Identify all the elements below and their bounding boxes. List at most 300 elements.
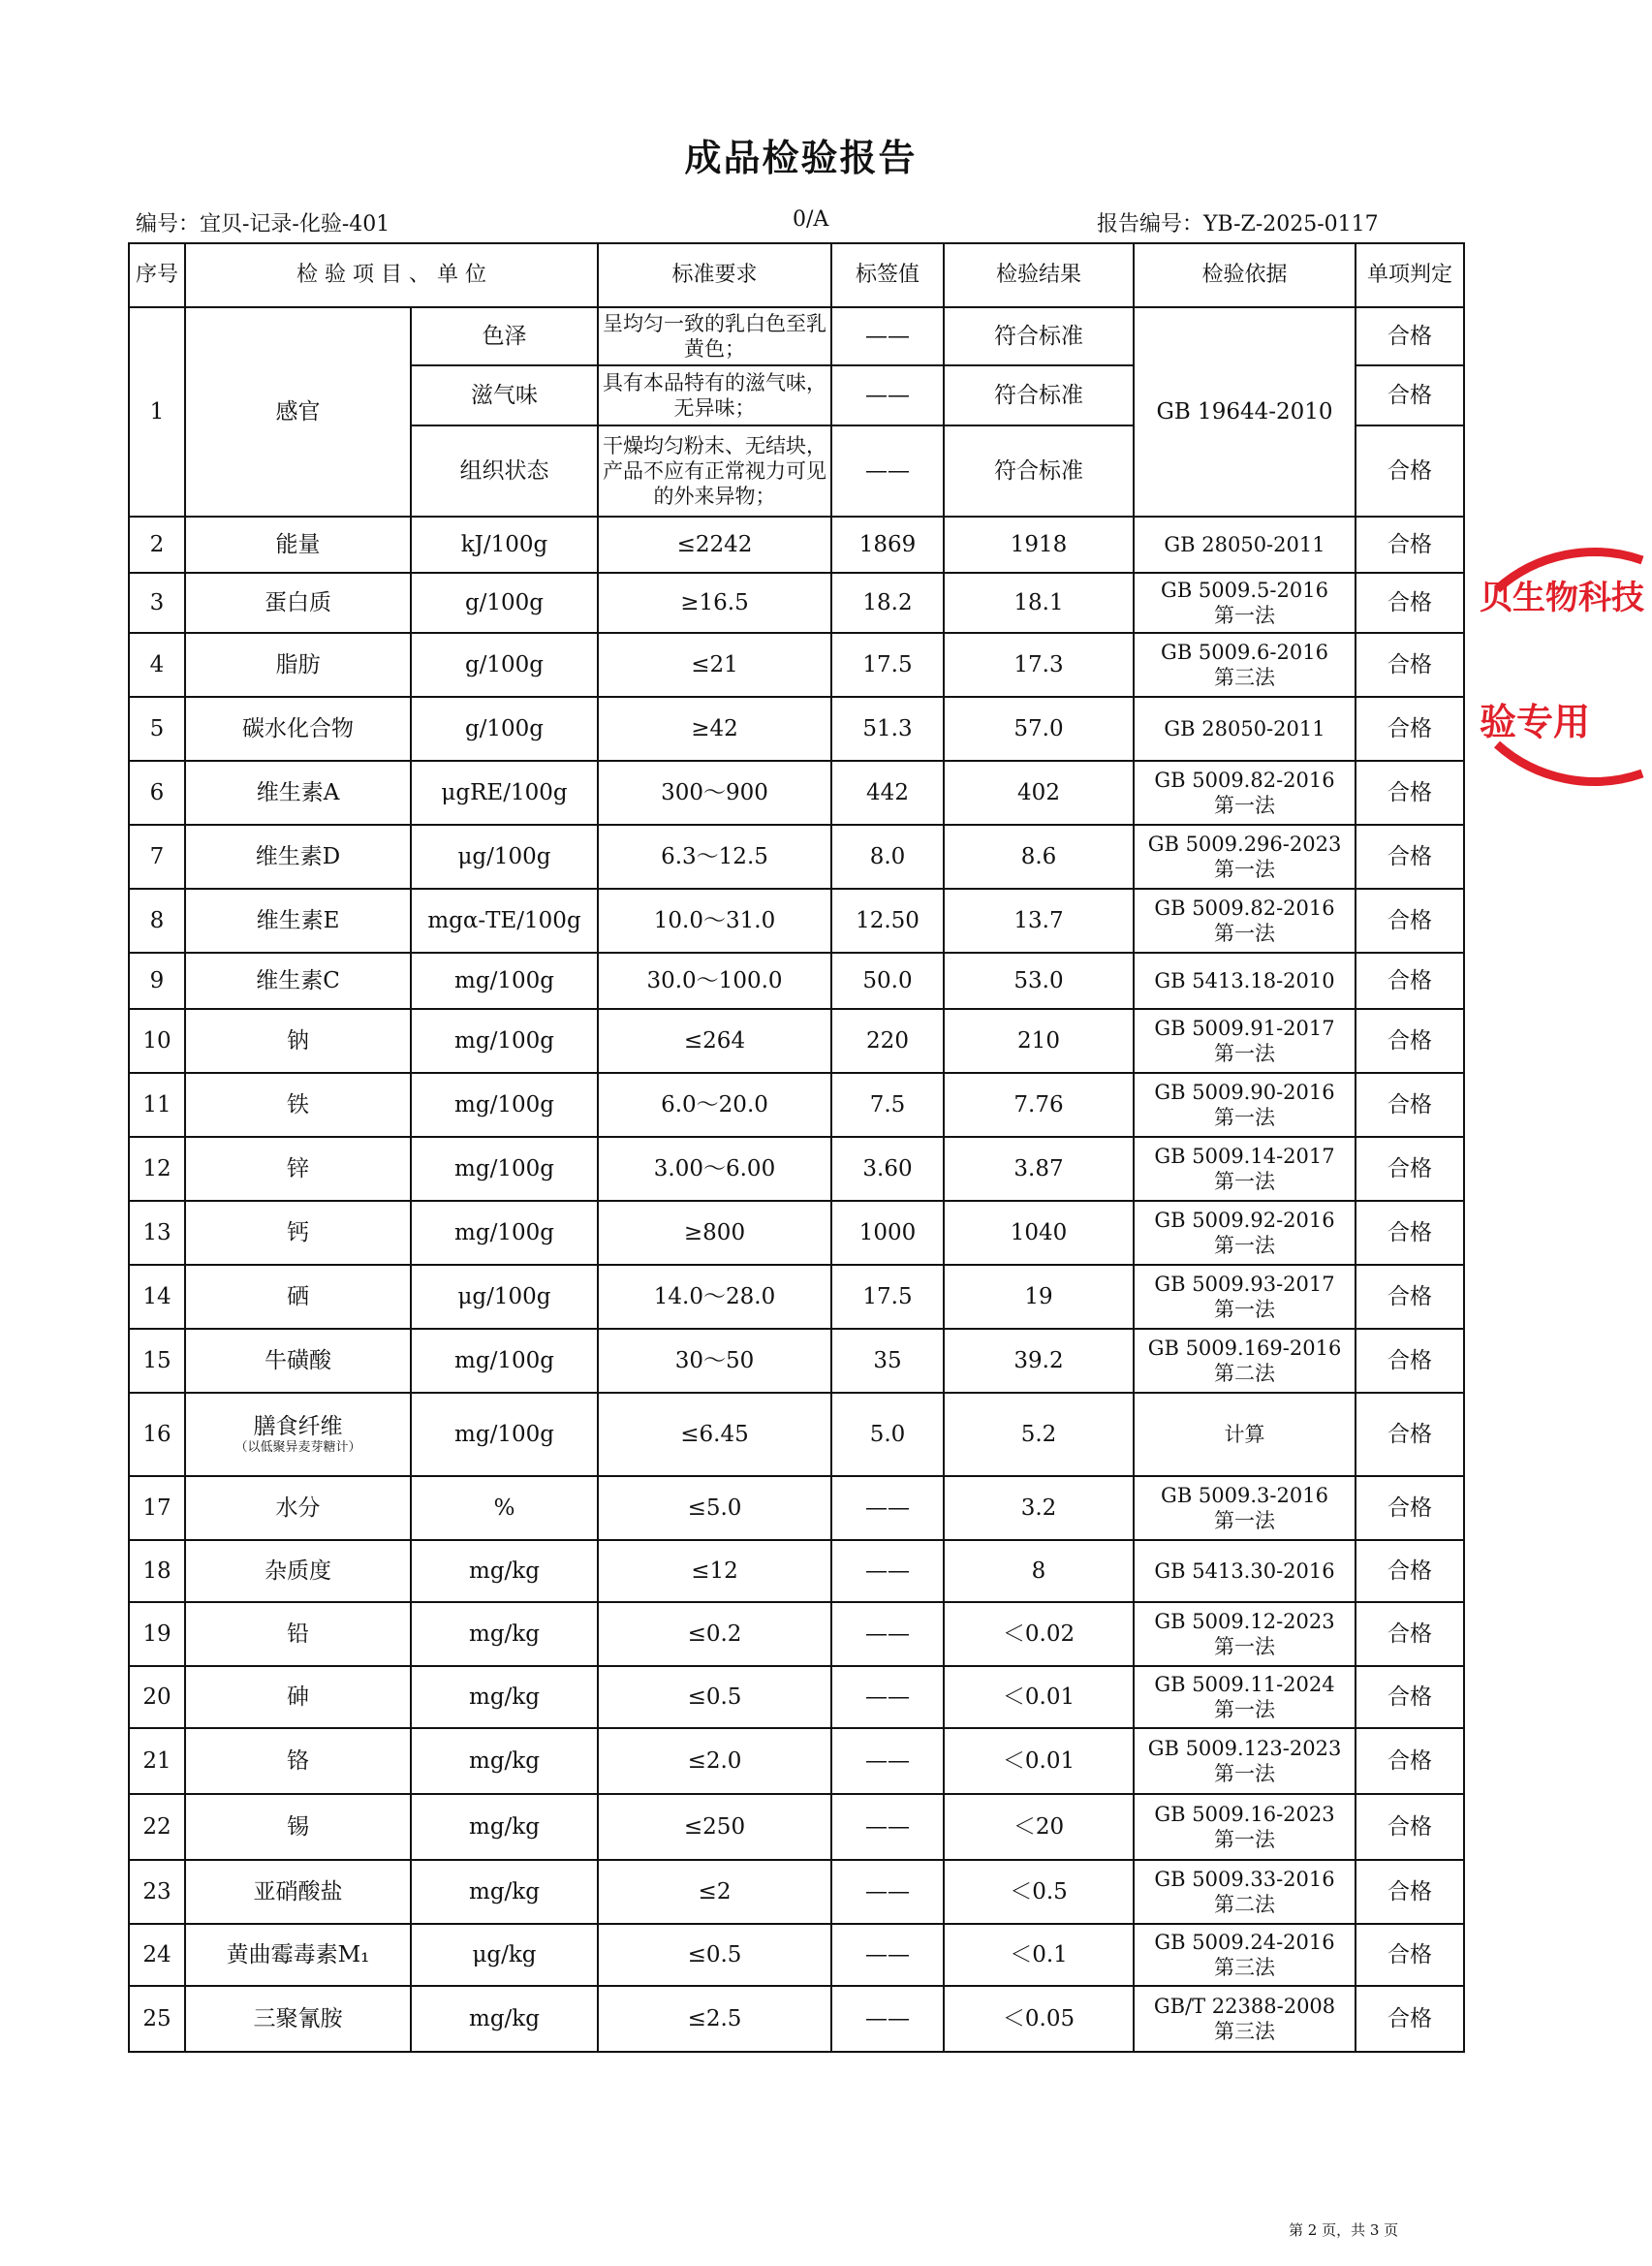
basis-standard: GB 5009.6-2016 [1161, 640, 1328, 664]
label-value: —— [831, 1728, 944, 1794]
item-label: 碳水化合物 [242, 715, 354, 741]
result: 1040 [944, 1201, 1134, 1265]
judgement: 合格 [1356, 697, 1464, 761]
table-row [129, 1393, 1464, 1476]
unit: g/100g [411, 633, 598, 697]
unit: mg/100g [411, 1393, 598, 1476]
requirement: 30～50 [598, 1329, 831, 1393]
test-basis [1134, 1986, 1356, 2052]
test-basis [1134, 953, 1356, 1009]
report-title: 成品检验报告 [684, 137, 918, 179]
basis-method: 第一法 [1214, 1635, 1275, 1658]
basis-standard: GB 5009.91-2017 [1154, 1016, 1335, 1040]
item-label: 铅 [287, 1621, 309, 1647]
test-basis [1134, 517, 1356, 573]
requirement: ≤0.2 [598, 1602, 831, 1666]
item-label: 砷 [287, 1684, 309, 1710]
row-number: 9 [129, 953, 185, 1009]
item-label: 维生素D [255, 843, 341, 869]
judgement: 合格 [1356, 1201, 1464, 1265]
result: ＜0.01 [944, 1728, 1134, 1794]
col-judgement: 单项判定 [1356, 243, 1464, 307]
unit: % [411, 1476, 598, 1540]
item-label: 维生素A [256, 779, 340, 805]
item-label: 维生素C [256, 967, 340, 993]
table-row [129, 1009, 1464, 1073]
item-label: 黄曲霉毒素M₁ [226, 1941, 370, 1967]
requirement: ≥800 [598, 1201, 831, 1265]
judgement: 合格 [1356, 1329, 1464, 1393]
unit: mg/100g [411, 1137, 598, 1201]
judgement: 合格 [1356, 825, 1464, 889]
table-row [129, 1329, 1464, 1393]
sub-item: 组织状态 [411, 425, 598, 517]
item-label: 蛋白质 [265, 589, 331, 615]
result: 符合标准 [944, 365, 1134, 425]
unit: mgα-TE/100g [411, 889, 598, 953]
test-basis [1134, 1329, 1356, 1393]
item-name [185, 1476, 411, 1540]
table-row [129, 517, 1464, 573]
unit: μg/100g [411, 825, 598, 889]
row-number: 19 [129, 1602, 185, 1666]
item-name [185, 633, 411, 697]
result: 7.76 [944, 1073, 1134, 1137]
table-row [129, 1986, 1464, 2052]
test-basis [1134, 1924, 1356, 1986]
row-number: 25 [129, 1986, 185, 2052]
basis-standard: GB 5009.33-2016 [1154, 1867, 1335, 1891]
item-label: 钙 [287, 1219, 309, 1245]
label-value: —— [831, 1794, 944, 1860]
test-basis [1134, 1602, 1356, 1666]
result: 57.0 [944, 697, 1134, 761]
test-basis [1134, 1201, 1356, 1265]
row-number: 4 [129, 633, 185, 697]
judgement: 合格 [1356, 1666, 1464, 1728]
basis-standard: GB 5009.92-2016 [1154, 1208, 1335, 1232]
item-label: 水分 [275, 1495, 321, 1521]
row-number: 11 [129, 1073, 185, 1137]
unit: μgRE/100g [411, 761, 598, 825]
result: ＜20 [944, 1794, 1134, 1860]
col-result: 检验结果 [944, 243, 1134, 307]
item-label: 三聚氰胺 [253, 2005, 343, 2031]
judgement: 合格 [1356, 953, 1464, 1009]
result: 8.6 [944, 825, 1134, 889]
label-value: 17.5 [831, 1265, 944, 1329]
requirement: 14.0～28.0 [598, 1265, 831, 1329]
judgement: 合格 [1356, 1393, 1464, 1476]
test-basis [1134, 761, 1356, 825]
judgement: 合格 [1356, 633, 1464, 697]
requirement: ≤5.0 [598, 1476, 831, 1540]
unit: mg/100g [411, 1201, 598, 1265]
requirement: 3.00～6.00 [598, 1137, 831, 1201]
basis-standard: GB 5009.82-2016 [1154, 896, 1335, 920]
label-value: 1869 [831, 517, 944, 573]
label-value: 50.0 [831, 953, 944, 1009]
judgement: 合格 [1356, 1986, 1464, 2052]
item-label: 钠 [287, 1027, 309, 1054]
basis-method: 第二法 [1214, 1362, 1275, 1385]
table-row [129, 1602, 1464, 1666]
basis-method: 第一法 [1214, 794, 1275, 817]
label-value: —— [831, 1924, 944, 1986]
result: 39.2 [944, 1329, 1134, 1393]
label-value: 8.0 [831, 825, 944, 889]
col-basis: 检验依据 [1134, 243, 1356, 307]
result: 402 [944, 761, 1134, 825]
report-number: 报告编号：YB-Z-2025-0117 [1097, 212, 1379, 236]
requirement: ≤2242 [598, 517, 831, 573]
test-basis [1134, 1265, 1356, 1329]
result: ＜0.1 [944, 1924, 1134, 1986]
basis-standard: GB 5009.14-2017 [1154, 1144, 1335, 1168]
basis-standard: GB 5009.82-2016 [1154, 768, 1335, 792]
basis-method: 第一法 [1214, 1509, 1275, 1532]
sub-item: 滋气味 [411, 365, 598, 425]
test-basis [1134, 1393, 1356, 1476]
item-label: 脂肪 [275, 651, 321, 677]
item-label: 锌 [287, 1155, 309, 1181]
unit: g/100g [411, 697, 598, 761]
row-number: 24 [129, 1924, 185, 1986]
table-row [129, 825, 1464, 889]
item-label: 能量 [275, 531, 321, 557]
item-name [185, 1137, 411, 1201]
col-item: 检 验 项 目 、 单 位 [185, 243, 598, 307]
requirement: ≤2.5 [598, 1986, 831, 2052]
label-value: 7.5 [831, 1073, 944, 1137]
result: 18.1 [944, 573, 1134, 633]
judgement: 合格 [1356, 1137, 1464, 1201]
col-requirement: 标准要求 [598, 243, 831, 307]
table-row [129, 1728, 1464, 1794]
result: 符合标准 [944, 425, 1134, 517]
item-label: 铁 [287, 1091, 309, 1117]
table-row [129, 1924, 1464, 1986]
judgement: 合格 [1356, 307, 1464, 365]
requirement: 干燥均匀粉末、无结块，产品不应有正常视力可见的外来异物； [598, 425, 831, 517]
result: 210 [944, 1009, 1134, 1073]
item-name [185, 1073, 411, 1137]
basis-method: 第一法 [1214, 1106, 1275, 1129]
row-number: 5 [129, 697, 185, 761]
basis-standard: GB 5009.169-2016 [1147, 1336, 1342, 1360]
row-number: 10 [129, 1009, 185, 1073]
unit: mg/kg [411, 1728, 598, 1794]
judgement: 合格 [1356, 1265, 1464, 1329]
basis-standard: GB 5009.16-2023 [1154, 1802, 1335, 1826]
requirement: ≤6.45 [598, 1393, 831, 1476]
test-basis [1134, 825, 1356, 889]
unit: μg/kg [411, 1924, 598, 1986]
basis-method: 第一法 [1214, 1762, 1275, 1785]
row-number: 14 [129, 1265, 185, 1329]
table-row [129, 889, 1464, 953]
result: 8 [944, 1540, 1134, 1602]
basis-standard: GB 28050-2011 [1164, 532, 1325, 556]
result: 53.0 [944, 953, 1134, 1009]
unit: mg/100g [411, 1009, 598, 1073]
item-name [185, 1794, 411, 1860]
basis-standard: GB 28050-2011 [1164, 716, 1325, 740]
item-name [185, 1201, 411, 1265]
label-value: 17.5 [831, 633, 944, 697]
unit: mg/kg [411, 1602, 598, 1666]
requirement: ≤250 [598, 1794, 831, 1860]
result: ＜0.02 [944, 1602, 1134, 1666]
test-basis [1134, 1476, 1356, 1540]
item-name [185, 573, 411, 633]
item-name [185, 889, 411, 953]
row-number: 23 [129, 1860, 185, 1924]
basis-standard: GB 5009.24-2016 [1154, 1930, 1335, 1954]
row-number: 21 [129, 1728, 185, 1794]
basis-standard: GB 5009.11-2024 [1154, 1672, 1335, 1696]
test-basis [1134, 889, 1356, 953]
test-basis [1134, 1728, 1356, 1794]
item-name [185, 1860, 411, 1924]
requirement: 6.0～20.0 [598, 1073, 831, 1137]
row-number: 8 [129, 889, 185, 953]
item-label: 硒 [287, 1283, 309, 1309]
basis-method: 第三法 [1214, 666, 1275, 689]
item-name [185, 1666, 411, 1728]
row-number: 7 [129, 825, 185, 889]
requirement: 具有本品特有的滋气味，无异味； [598, 365, 831, 425]
result: 3.2 [944, 1476, 1134, 1540]
table-row [129, 573, 1464, 633]
requirement: ≤2 [598, 1860, 831, 1924]
result: ＜0.01 [944, 1666, 1134, 1728]
table-row [129, 1137, 1464, 1201]
table-row [129, 307, 1464, 365]
requirement: ≤0.5 [598, 1666, 831, 1728]
result: 13.7 [944, 889, 1134, 953]
basis-standard: GB 5009.3-2016 [1161, 1483, 1328, 1507]
basis-standard: GB/T 22388-2008 [1153, 1994, 1336, 2018]
requirement: ≤264 [598, 1009, 831, 1073]
item-name [185, 953, 411, 1009]
row-number: 3 [129, 573, 185, 633]
result: 19 [944, 1265, 1134, 1329]
item-label: 杂质度 [265, 1558, 331, 1584]
row-number: 18 [129, 1540, 185, 1602]
doc-code: 编号：宜贝-记录-化验-401 [136, 212, 390, 236]
label-value: —— [831, 1540, 944, 1602]
inspection-table [128, 242, 1465, 2053]
table-row [129, 1073, 1464, 1137]
item-label: 维生素E [256, 907, 340, 933]
basis-standard: GB 5009.296-2023 [1147, 832, 1342, 856]
basis-method: 第一法 [1214, 1298, 1275, 1321]
row-number: 20 [129, 1666, 185, 1728]
basis-method: 第一法 [1214, 1042, 1275, 1065]
sub-item: 色泽 [411, 307, 598, 365]
judgement: 合格 [1356, 1540, 1464, 1602]
judgement: 合格 [1356, 1009, 1464, 1073]
requirement: 10.0～31.0 [598, 889, 831, 953]
label-value: 12.50 [831, 889, 944, 953]
test-basis [1134, 1009, 1356, 1073]
requirement: 300～900 [598, 761, 831, 825]
result: 3.87 [944, 1137, 1134, 1201]
judgement: 合格 [1356, 1860, 1464, 1924]
requirement: ≤21 [598, 633, 831, 697]
label-value: 3.60 [831, 1137, 944, 1201]
label-value: 1000 [831, 1201, 944, 1265]
basis-standard: GB 5009.93-2017 [1154, 1272, 1335, 1296]
requirement: ≥42 [598, 697, 831, 761]
label-value: —— [831, 425, 944, 517]
label-value: 442 [831, 761, 944, 825]
item-name [185, 1265, 411, 1329]
judgement: 合格 [1356, 425, 1464, 517]
test-basis [1134, 573, 1356, 633]
result: 5.2 [944, 1393, 1134, 1476]
judgement: 合格 [1356, 1073, 1464, 1137]
seal-text-top: 贝生物科技 [1480, 579, 1644, 617]
item-name: 感官 [185, 307, 411, 517]
unit: mg/kg [411, 1666, 598, 1728]
col-label-value: 标签值 [831, 243, 944, 307]
row-number: 12 [129, 1137, 185, 1201]
judgement: 合格 [1356, 573, 1464, 633]
basis-method: 第一法 [1214, 604, 1275, 627]
unit: mg/100g [411, 1329, 598, 1393]
item-note: （以低聚异麦芽糖计） [234, 1440, 361, 1456]
item-name [185, 825, 411, 889]
basis-method: 第一法 [1214, 1698, 1275, 1721]
table-row [129, 1540, 1464, 1602]
table-row [129, 1860, 1464, 1924]
test-basis [1134, 697, 1356, 761]
unit: mg/kg [411, 1540, 598, 1602]
table-row [129, 1476, 1464, 1540]
basis-standard: GB 5413.30-2016 [1154, 1558, 1335, 1583]
basis-standard: 计算 [1224, 1422, 1265, 1446]
label-value: 51.3 [831, 697, 944, 761]
result: ＜0.05 [944, 1986, 1134, 2052]
test-basis [1134, 1860, 1356, 1924]
table-row [129, 953, 1464, 1009]
version: 0/A [793, 207, 829, 232]
judgement: 合格 [1356, 1924, 1464, 1986]
basis-method: 第一法 [1214, 922, 1275, 945]
basis-method: 第一法 [1214, 1234, 1275, 1257]
table-row [129, 1265, 1464, 1329]
item-name [185, 1986, 411, 2052]
label-value: —— [831, 307, 944, 365]
judgement: 合格 [1356, 1476, 1464, 1540]
unit: μg/100g [411, 1265, 598, 1329]
row-number: 22 [129, 1794, 185, 1860]
result: 1918 [944, 517, 1134, 573]
unit: mg/100g [411, 1073, 598, 1137]
unit: mg/kg [411, 1794, 598, 1860]
table-row [129, 1794, 1464, 1860]
judgement: 合格 [1356, 1728, 1464, 1794]
requirement: ≤0.5 [598, 1924, 831, 1986]
item-name [185, 1540, 411, 1602]
test-basis [1134, 1794, 1356, 1860]
basis-standard: GB 5413.18-2010 [1154, 968, 1335, 992]
row-number: 16 [129, 1393, 185, 1476]
row-number: 15 [129, 1329, 185, 1393]
test-basis [1134, 1540, 1356, 1602]
item-label: 膳食纤维 [253, 1413, 343, 1439]
item-name [185, 517, 411, 573]
unit: kJ/100g [411, 517, 598, 573]
red-seal-stamp [1478, 551, 1652, 783]
item-label: 铬 [287, 1747, 309, 1774]
page-number: 第 2 页，共 3 页 [1289, 2221, 1399, 2239]
table-row [129, 1666, 1464, 1728]
row-number: 1 [129, 307, 185, 517]
unit: mg/kg [411, 1986, 598, 2052]
basis-method: 第三法 [1214, 2020, 1275, 2043]
basis-method: 第二法 [1214, 1893, 1275, 1916]
result: ＜0.5 [944, 1860, 1134, 1924]
unit: mg/kg [411, 1860, 598, 1924]
label-value: 220 [831, 1009, 944, 1073]
requirement: ≤2.0 [598, 1728, 831, 1794]
requirement: 6.3～12.5 [598, 825, 831, 889]
test-basis [1134, 633, 1356, 697]
row-number: 17 [129, 1476, 185, 1540]
judgement: 合格 [1356, 761, 1464, 825]
item-name [185, 1393, 411, 1476]
table-row [129, 633, 1464, 697]
test-basis: GB 19644-2010 [1134, 307, 1356, 517]
basis-method: 第一法 [1214, 1828, 1275, 1851]
unit: g/100g [411, 573, 598, 633]
row-number: 2 [129, 517, 185, 573]
test-basis [1134, 1666, 1356, 1728]
label-value: —— [831, 365, 944, 425]
test-basis [1134, 1137, 1356, 1201]
item-label: 锡 [287, 1813, 309, 1840]
table-row [129, 697, 1464, 761]
basis-standard: GB 5009.123-2023 [1147, 1736, 1342, 1760]
unit: mg/100g [411, 953, 598, 1009]
row-number: 6 [129, 761, 185, 825]
table-row [129, 1201, 1464, 1265]
requirement: 呈均匀一致的乳白色至乳黄色； [598, 307, 831, 365]
basis-method: 第一法 [1214, 858, 1275, 881]
judgement: 合格 [1356, 889, 1464, 953]
header-row [129, 243, 1464, 307]
seal-text-bottom: 验专用 [1480, 701, 1591, 743]
item-name [185, 1728, 411, 1794]
basis-method: 第一法 [1214, 1170, 1275, 1193]
basis-standard: GB 5009.5-2016 [1161, 578, 1328, 602]
item-label: 亚硝酸盐 [253, 1878, 343, 1904]
item-label: 牛磺酸 [265, 1347, 331, 1373]
label-value: —— [831, 1666, 944, 1728]
requirement: ≥16.5 [598, 573, 831, 633]
result: 符合标准 [944, 307, 1134, 365]
table-row [129, 761, 1464, 825]
item-name [185, 761, 411, 825]
test-basis [1134, 1073, 1356, 1137]
judgement: 合格 [1356, 1602, 1464, 1666]
basis-standard: GB 5009.12-2023 [1154, 1609, 1335, 1633]
requirement: 30.0～100.0 [598, 953, 831, 1009]
item-name [185, 1602, 411, 1666]
